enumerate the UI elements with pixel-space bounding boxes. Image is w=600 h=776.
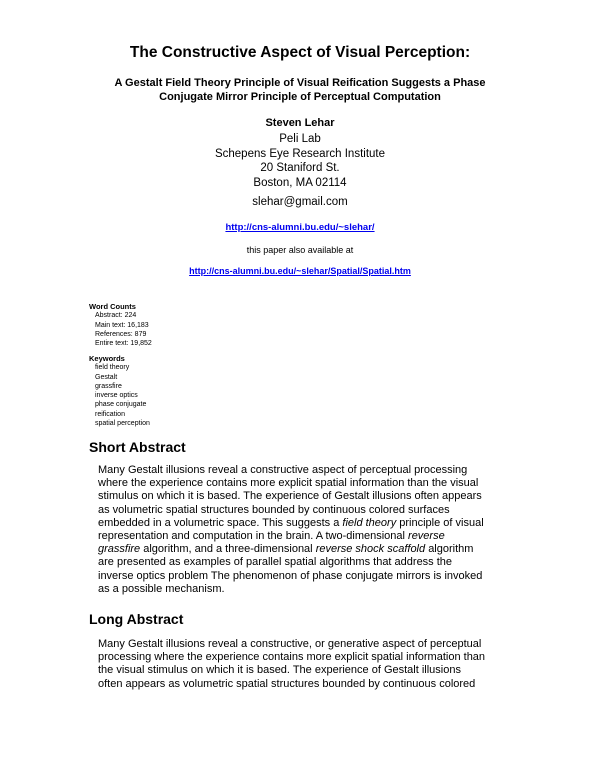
keyword-item: spatial perception <box>95 420 150 428</box>
paper-subtitle <box>60 76 540 104</box>
author-name: Steven Lehar <box>265 117 335 129</box>
abstract-line: where the experience contains more explicit spatial information than the visual <box>98 477 479 490</box>
abstract-line: Many Gestalt illusions reveal a constructive, or generative aspect of perceptual <box>98 638 482 650</box>
abstract-emphasis: reverse <box>408 530 445 543</box>
keywords-heading: Keywords <box>89 354 125 363</box>
author-affiliation <box>0 132 600 190</box>
keyword-item: inverse optics <box>95 392 138 400</box>
affiliation-line: Peli Lab <box>279 133 321 145</box>
abstract-line: stimulus on which it is based. The experience of Gestalt illusions often appears <box>98 490 482 503</box>
short-abstract-heading: Short Abstract <box>89 439 186 455</box>
abstract-line <box>98 517 528 530</box>
keyword-item: phase conjugate <box>95 401 147 409</box>
long-abstract-heading: Long Abstract <box>89 611 184 627</box>
also-available-text: this paper also available at <box>246 245 354 255</box>
abstract-line: inverse optics problem The phenomenon of phase conjugate mirrors is invoked <box>98 569 483 582</box>
abstract-line: Many Gestalt illusions reveal a constructive aspect of perceptual processing <box>98 464 468 476</box>
abstract-text: principle of visual <box>399 516 484 529</box>
abstract-emphasis: grassfire <box>98 543 141 556</box>
word-counts-heading: Word Counts <box>89 302 136 311</box>
abstract-line <box>98 543 528 556</box>
abstract-emphasis: reverse shock scaffold <box>315 543 426 556</box>
abstract-line: processing where the experience contains more explicit spatial information than <box>98 651 486 664</box>
abstract-emphasis: field theory <box>342 516 397 529</box>
abstract-text: representation and computation in the brain. A two-dimensional <box>98 530 405 543</box>
subtitle-line: A Gestalt Field Theory Principle of Visual Reification Suggests a Phase <box>114 77 486 89</box>
affiliation-line: Schepens Eye Research Institute <box>214 147 386 160</box>
keyword-item: reification <box>95 410 125 418</box>
abstract-text: algorithm, and a three-dimensional <box>143 543 313 556</box>
paper-link[interactable]: http://cns-alumni.bu.edu/~slehar/Spatial/Spatial.htm <box>189 266 411 276</box>
abstract-line: are presented as examples of parallel spatial algorithms that address the <box>98 556 453 569</box>
affiliation-line: 20 Staniford St. <box>260 162 340 174</box>
word-count-item: Main text: 16,183 <box>95 321 149 329</box>
keyword-item: grassfire <box>95 382 122 390</box>
word-count-item: Abstract: 224 <box>95 312 137 320</box>
abstract-line: as a possible mechanism. <box>98 582 225 595</box>
keyword-item: Gestalt <box>95 373 118 381</box>
affiliation-line: Boston, MA 02114 <box>253 176 347 189</box>
short-abstract-text <box>98 464 528 596</box>
subtitle-line: Conjugate Mirror Principle of Perceptual Computation <box>159 91 441 103</box>
abstract-line: often appears as volumetric spatial structures bounded by continuous colored <box>98 677 476 690</box>
word-count-item: Entire text: 19,852 <box>95 340 152 348</box>
keywords <box>89 354 150 428</box>
word-count-item: References: 879 <box>95 330 147 338</box>
abstract-line <box>98 530 528 543</box>
long-abstract-text <box>98 638 528 691</box>
homepage-link[interactable]: http://cns-alumni.bu.edu/~slehar/ <box>225 222 375 233</box>
abstract-line: the visual stimulus on which it is based. The experience of Gestalt illusions <box>98 664 461 677</box>
paper-title: The Constructive Aspect of Visual Perception: <box>129 44 471 61</box>
abstract-line: as volumetric spatial structures bounded by continuous colored surfaces <box>98 503 450 516</box>
author-email: slehar@gmail.com <box>252 196 348 208</box>
abstract-text: algorithm <box>428 543 474 556</box>
word-counts <box>89 302 152 348</box>
keyword-item: field theory <box>95 364 130 372</box>
abstract-text: embedded in a volumetric space. This suggests a <box>98 516 340 529</box>
